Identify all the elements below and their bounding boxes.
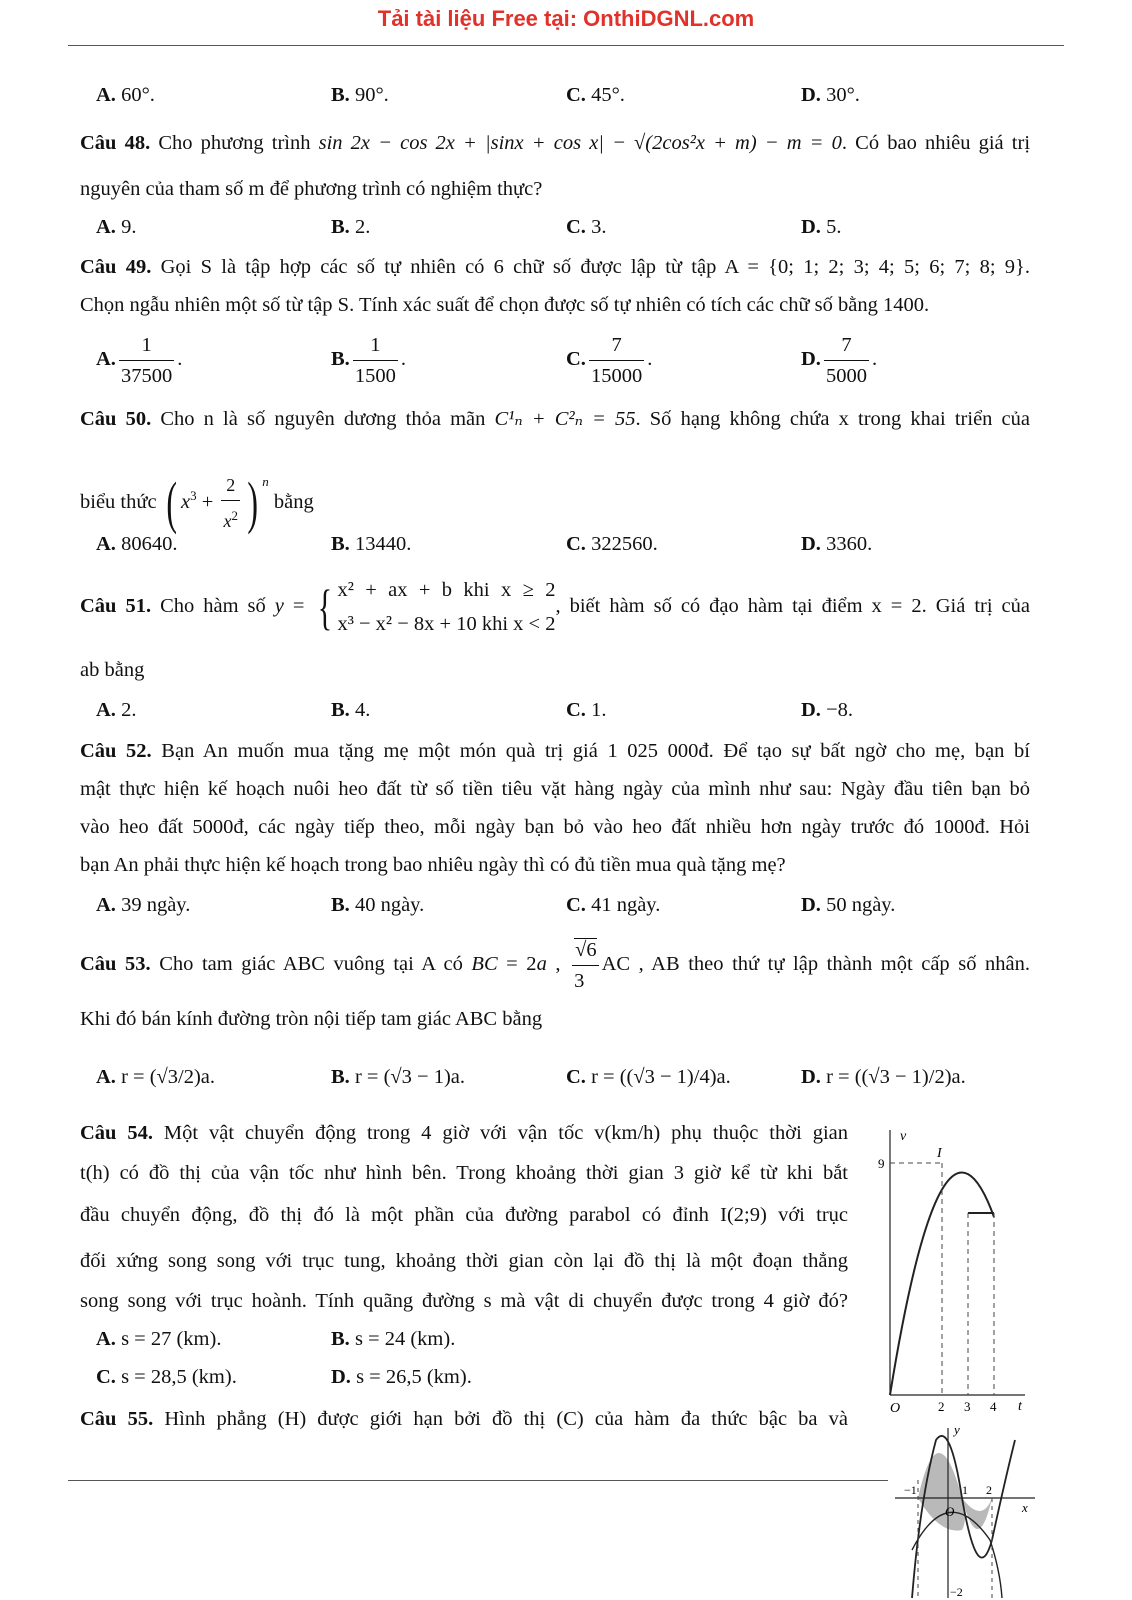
q48-equation: sin 2x − cos 2x + |sinx + cos x| − √(2cos²x + m) − m = 0	[318, 132, 842, 154]
x3-label: 3	[964, 1399, 971, 1414]
q52-option-a: A. 39 ngày.	[96, 894, 191, 916]
q53-stem: Câu 53. Cho tam giác ABC vuông tại A có BC = 2a , $\frac{√6}{3}$ AC , AB theo thứ tự lập thành một cấp số nhân.	[80, 932, 1030, 996]
q51-stem-line2: ab bằng	[80, 659, 145, 681]
q51-stem: Câu 51. Cho hàm số y = { x² + ax + b khi x ≥ 2 x³ − x² − 8x + 10 khi x < 2 , biết hàm số có đạo hàm tại điểm x = 2. Giá trị của	[80, 568, 1030, 644]
y-label: y	[954, 1422, 960, 1437]
q54-stem: Câu 54. Một vật chuyển động trong 4 giờ với vận tốc v(km/h) phụ thuộc thời gian	[80, 1122, 848, 1144]
q49-option-b: B. $\frac{1}{1500}$ .	[331, 330, 406, 391]
q55-cubic-graph	[890, 1420, 1040, 1600]
q50-option-d: D. 3360.	[801, 533, 873, 555]
origin-label: O	[890, 1401, 901, 1415]
q54-stem-line3: đầu chuyển động, đồ thị đó là một phần của đường parabol có đỉnh I(2;9) với trục	[80, 1204, 848, 1226]
q53-option-d: D. r = ((√3 − 1)/2)a.	[801, 1066, 966, 1088]
q48-stem: Câu 48. Cho phương trình sin 2x − cos 2x + |sinx + cos x| − √(2cos²x + m) − m = 0. Có bao nhiêu giá trị	[80, 132, 1031, 154]
q54-velocity-graph	[870, 1125, 1030, 1415]
q54-option-b: B. s = 24 (km).	[331, 1328, 456, 1350]
q54-option-c: C. s = 28,5 (km).	[96, 1366, 237, 1388]
q50-condition: C¹ₙ + C²ₙ = 55	[494, 408, 636, 430]
q48-option-b: B. 2.	[331, 216, 371, 238]
q52-stem-line4: bạn An phải thực hiện kế hoạch trong bao nhiêu ngày thì có đủ tiền mua quà tặng mẹ?	[80, 854, 786, 876]
q53-stem-line2: Khi đó bán kính đường tròn nội tiếp tam giác ABC bằng	[80, 1008, 543, 1030]
x-label: x	[1022, 1500, 1028, 1515]
q49-option-c: C. $\frac{7}{15000}$ .	[566, 330, 652, 391]
vertex-label: I	[937, 1146, 942, 1161]
q54-option-d: D. s = 26,5 (km).	[331, 1366, 472, 1388]
header-divider	[68, 45, 1064, 46]
q50-stem-line2: biểu thức ( $x^3$ + $\frac{2}{x^2}$ ) $^n$ bằng	[80, 470, 314, 536]
q53-option-b: B. r = (√3 − 1)a.	[331, 1066, 466, 1088]
q48-option-c: C. 3.	[566, 216, 607, 238]
v-label: v	[900, 1129, 907, 1144]
q50-option-a: A. 80640.	[96, 533, 178, 555]
q52-option-b: B. 40 ngày.	[331, 894, 425, 916]
q55-stem: Câu 55. Hình phẳng (H) được giới hạn bởi đồ thị (C) của hàm đa thức bậc ba và	[80, 1408, 848, 1430]
q54-option-a: A. s = 27 (km).	[96, 1328, 222, 1350]
q47-option-c: C. 45°.	[566, 84, 625, 106]
footer-divider	[68, 1480, 888, 1481]
q50-option-c: C. 322560.	[566, 533, 658, 555]
q54-stem-line5: song song với trục hoành. Tính quãng đường s mà vật di chuyển được trong 4 giờ đó?	[80, 1290, 848, 1312]
q48-option-a: A. 9.	[96, 216, 137, 238]
origin-label: O	[945, 1504, 955, 1519]
x2-label: 2	[938, 1399, 945, 1414]
q48-stem-line2: nguyên của tham số m để phương trình có nghiệm thực?	[80, 178, 543, 200]
q52-stem-line2: mật thực hiện kế hoạch nuôi heo đất từ số tiền tiêu vặt hàng ngày của mình như sau: Ngày đầu tiên bạn bỏ	[80, 778, 1030, 800]
q49-option-d: D. $\frac{7}{5000}$ .	[801, 330, 877, 391]
ym2-label: −2	[950, 1585, 963, 1599]
q51-option-d: D. −8.	[801, 699, 853, 721]
q49-stem-line2: Chọn ngẫu nhiên một số từ tập S. Tính xác suất để chọn được số tự nhiên có tích các chữ số bằng 1400.	[80, 294, 930, 316]
page-header[interactable]: Tải tài liệu Free tại: OnthiDGNL.com	[377, 6, 755, 31]
x4-label: 4	[990, 1399, 997, 1414]
q53-option-c: C. r = ((√3 − 1)/4)a.	[566, 1066, 731, 1088]
q52-stem: Câu 52. Bạn An muốn mua tặng mẹ một món quà trị giá 1 025 000đ. Để tạo sự bất ngờ cho mẹ, bạn bí	[80, 740, 1030, 762]
q51-option-c: C. 1.	[566, 699, 607, 721]
q49-option-a: A. $\frac{1}{37500}$ .	[96, 330, 182, 391]
q54-stem-line2: t(h) có đồ thị của vận tốc như hình bên. Trong khoảng thời gian 3 giờ kể từ khi bắt	[80, 1162, 848, 1184]
q49-stem: Câu 49. Gọi S là tập hợp các số tự nhiên có 6 chữ số được lập từ tập A = {0; 1; 2; 3; 4; 5; 6; 7; 8; 9}.	[80, 256, 1031, 278]
q52-stem-line3: vào heo đất 5000đ, các ngày tiếp theo, mỗi ngày bạn bỏ vào heo đất nhiều hơn ngày trước đó 1000đ. Hỏi	[80, 816, 1030, 838]
q48-option-d: D. 5.	[801, 216, 842, 238]
t-label: t	[1018, 1399, 1022, 1414]
q51-piecewise: x² + ax + b khi x ≥ 2 x³ − x² − 8x + 10 khi x < 2	[337, 579, 556, 636]
xm1-label: −1	[904, 1483, 917, 1497]
y9-label: 9	[878, 1156, 885, 1171]
q50-option-b: B. 13440.	[331, 533, 412, 555]
q54-stem-line4: đối xứng song song với trục tung, khoảng thời gian còn lại đồ thị là một đoạn thẳng	[80, 1250, 848, 1272]
q47-option-a: A. 60°.	[96, 84, 155, 106]
x1-label: 1	[962, 1483, 968, 1497]
q51-option-b: B. 4.	[331, 699, 371, 721]
x2-label: 2	[986, 1483, 992, 1497]
q52-option-c: C. 41 ngày.	[566, 894, 661, 916]
q50-expression: ( $x^3$ + $\frac{2}{x^2}$ ) $^n$	[166, 470, 269, 536]
q50-stem: Câu 50. Cho n là số nguyên dương thỏa mãn C¹ₙ + C²ₙ = 55. Số hạng không chứa x trong khai triển của	[80, 408, 1031, 430]
q53-option-a: A. r = (√3/2)a.	[96, 1066, 216, 1088]
q52-option-d: D. 50 ngày.	[801, 894, 896, 916]
q47-option-b: B. 90°.	[331, 84, 389, 106]
q51-option-a: A. 2.	[96, 699, 137, 721]
q47-option-d: D. 30°.	[801, 84, 860, 106]
